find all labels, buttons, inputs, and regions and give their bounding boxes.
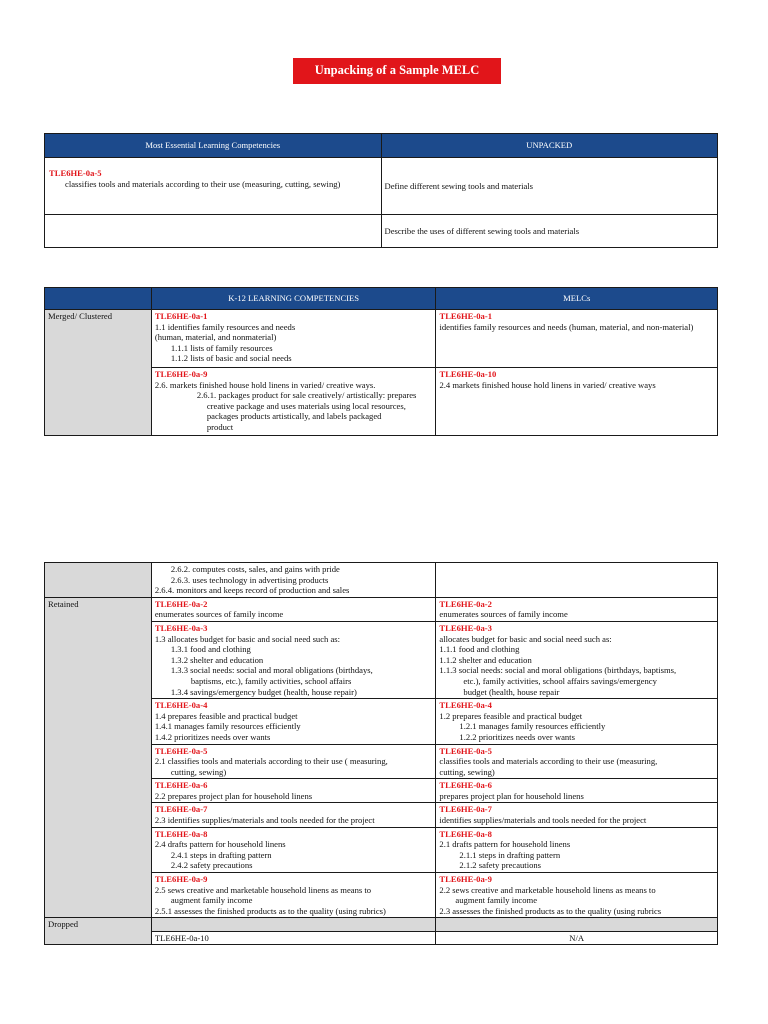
k12-code: TLE6HE-0a-3: [154, 622, 208, 633]
k12-cell: [151, 621, 436, 698]
melc-code: TLE6HE-0a-7: [439, 804, 492, 815]
k12-text: 2.4 drafts pattern for household linens: [154, 839, 286, 850]
k12-subtext: 1.3.2 shelter and education: [170, 654, 264, 665]
melc-subtext: 1.2.2 prioritizes needs over wants: [459, 731, 575, 742]
k12-code: TLE6HE-0a-9: [154, 369, 208, 379]
k12-text: 2.5 sews creative and marketable household linens as means to: [154, 884, 372, 895]
melc-cell: [436, 310, 718, 368]
melc-subtext: budget (health, house repair: [463, 686, 560, 697]
melc-code: TLE6HE-0a-4: [439, 700, 492, 711]
header-category: [45, 288, 152, 310]
melc-subtext: 1.1.1 food and clothing: [439, 644, 520, 655]
k12-subtext: 1.1.1 lists of family resources: [170, 342, 273, 353]
melc-subtext: 1.1.3 social needs: social and moral obligations (birthdays, baptisms,: [439, 665, 677, 676]
competencies-table: [44, 287, 718, 436]
k12-subtext: packages products artistically, and labels packaged: [206, 411, 382, 422]
melc-cell: [436, 368, 718, 436]
melc-subtext: 2.1.2 safety precautions: [459, 860, 542, 871]
k12-text: 2.6. markets finished house hold linens in varied/ creative ways.: [154, 379, 376, 390]
k12-text: 1.4.1 manages family resources efficiently: [154, 721, 301, 732]
melc-text: identifies supplies/materials and tools needed for the project: [439, 815, 647, 826]
k12-subtext: 2.6.2. computes costs, sales, and gains with pride: [170, 564, 340, 574]
melc-text: 2.4 markets finished house hold linens in varied/ creative ways: [439, 379, 656, 390]
k12-text: enumerates sources of family income: [154, 609, 284, 620]
k12-text: 2.2 prepares project plan for household linens: [154, 790, 313, 801]
k12-subtext: 2.4.1 steps in drafting pattern: [170, 849, 272, 860]
k12-subtext: 1.3.1 food and clothing: [170, 644, 251, 655]
k12-text: 1.3 allocates budget for basic and social need such as:: [154, 633, 341, 644]
unpacked-cell-2: Describe the uses of different sewing tools and materials: [381, 215, 718, 248]
melc-cell: [436, 563, 718, 598]
melc-subtext: 1.1.2 shelter and education: [439, 654, 532, 665]
melc-subtext: etc.), family activities, school affairs savings/emergency: [463, 675, 657, 686]
header-k12: K-12 LEARNING COMPETENCIES: [151, 288, 436, 310]
k12-subtext: augment family income: [170, 895, 253, 906]
competencies-table-continued: [44, 562, 718, 945]
melc-subtext: 2.1.1 steps in drafting pattern: [459, 849, 561, 860]
k12-subtext: 1.1.2 lists of basic and social needs: [170, 353, 292, 364]
melc-code: TLE6HE-0a-9: [439, 874, 492, 885]
dropped-k12: TLE6HE-0a-10: [151, 931, 436, 945]
empty-cell: [45, 215, 382, 248]
melc-cell: [436, 621, 718, 698]
melc-code: TLE6HE-0a-8: [439, 828, 492, 839]
melc-cell: [436, 779, 718, 803]
k12-code: TLE6HE-0a-7: [154, 804, 208, 815]
melc-text: cutting, sewing): [439, 766, 495, 777]
k12-text: 1.4.2 prioritizes needs over wants: [154, 731, 271, 742]
melc-code: TLE6HE-0a-5: [439, 745, 492, 756]
k12-cell: [151, 744, 436, 779]
melc-code: TLE6HE-0a-3: [439, 622, 492, 633]
header-unpacked: UNPACKED: [381, 134, 718, 158]
melc-text: 2.1 drafts pattern for household linens: [439, 839, 571, 850]
melc-text: enumerates sources of family income: [439, 609, 568, 620]
k12-text: 2.1 classifies tools and materials according to their use ( measuring,: [154, 756, 388, 767]
k12-text: 1.1 identifies family resources and needs: [154, 321, 296, 332]
k12-cell: [151, 699, 436, 744]
melc-code: TLE6HE-0a-10: [439, 369, 497, 379]
melc-cell: [436, 744, 718, 779]
k12-text: 2.6.4. monitors and keeps record of production and sales: [154, 585, 350, 596]
dropped-melc: N/A: [436, 931, 718, 945]
k12-text: 2.5.1 assesses the finished products as to the quality (using rubrics): [154, 905, 386, 916]
k12-code: TLE6HE-0a-5: [154, 745, 208, 756]
melc-text: 2.2 sews creative and marketable household linens as means to: [439, 884, 656, 895]
melc-text: identifies family resources and needs (human, material, and non-material): [439, 321, 694, 332]
category-continued: [45, 563, 152, 598]
melc-cell: [436, 827, 718, 872]
k12-subtext: 2.4.2 safety precautions: [170, 860, 253, 871]
category-dropped-cont: [45, 931, 152, 945]
k12-cell: [151, 368, 436, 436]
category-retained: Retained: [45, 597, 152, 918]
melc-subtext: augment family income: [455, 895, 538, 906]
k12-code: TLE6HE-0a-9: [154, 874, 208, 885]
k12-subtext: cutting, sewing): [170, 766, 227, 777]
category-dropped: Dropped: [45, 918, 152, 931]
k12-cell: [151, 779, 436, 803]
melc-text: 2.3 assesses the finished products as to the quality (using rubrics: [439, 905, 662, 916]
dropped-spacer: [436, 918, 718, 931]
dropped-spacer: [151, 918, 436, 931]
k12-code: TLE6HE-0a-4: [154, 700, 208, 711]
melc-code: TLE6HE-0a-1: [439, 311, 492, 321]
category-merged: Merged/ Clustered: [45, 310, 152, 436]
k12-subtext: baptisms, etc.), family activities, school affairs: [190, 675, 352, 686]
unpacking-table: [44, 133, 718, 248]
melc-subtext: 1.2.1 manages family resources efficiently: [459, 721, 606, 732]
k12-subtext: 1.3.4 savings/emergency budget (health, house repair): [170, 686, 357, 697]
melc-text: classifies tools and materials according to their use (measuring,: [439, 756, 658, 767]
melc-text: prepares project plan for household linens: [439, 790, 584, 801]
k12-cell: [151, 310, 436, 368]
k12-cell: [151, 803, 436, 827]
melc-cell: [436, 873, 718, 918]
competency-text: classifies tools and materials according to their use (measuring, cutting, sewing): [65, 178, 341, 189]
melc-code: TLE6HE-0a-6: [439, 780, 492, 791]
k12-cell: [151, 827, 436, 872]
k12-subtext: 1.3.3 social needs: social and moral obligations (birthdays,: [170, 665, 373, 676]
melc-cell: [436, 699, 718, 744]
k12-text: 1.4 prepares feasible and practical budget: [154, 710, 298, 721]
unpacked-cell-1: Define different sewing tools and materials: [381, 158, 718, 215]
k12-text: (human, material, and nonmaterial): [154, 332, 277, 343]
melc-code: TLE6HE-0a-2: [439, 598, 492, 609]
k12-code: TLE6HE-0a-1: [154, 311, 208, 321]
header-melcs: MELCs: [436, 288, 718, 310]
k12-cell: [151, 597, 436, 621]
document-title: Unpacking of a Sample MELC: [293, 58, 501, 84]
k12-subtext: 2.6.1. packages product for sale creatively/ artistically: prepares: [196, 390, 417, 401]
melc-text: allocates budget for basic and social need such as:: [439, 633, 612, 644]
melc-cell: [436, 597, 718, 621]
k12-subtext: product: [206, 421, 234, 432]
melc-cell: [436, 803, 718, 827]
k12-cell: [151, 563, 436, 598]
k12-subtext: 2.6.3. uses technology in advertising products: [170, 574, 329, 585]
k12-code: TLE6HE-0a-8: [154, 828, 208, 839]
melc-cell: [45, 158, 382, 215]
k12-code: TLE6HE-0a-2: [154, 598, 208, 609]
k12-text: 2.3 identifies supplies/materials and tools needed for the project: [154, 815, 375, 826]
k12-subtext: creative package and uses materials using local resources,: [206, 400, 406, 411]
k12-cell: [151, 873, 436, 918]
competency-code: TLE6HE-0a-5: [49, 168, 102, 178]
k12-code: TLE6HE-0a-6: [154, 780, 208, 791]
header-melc: Most Essential Learning Competencies: [45, 134, 382, 158]
melc-text: 1.2 prepares feasible and practical budget: [439, 710, 583, 721]
